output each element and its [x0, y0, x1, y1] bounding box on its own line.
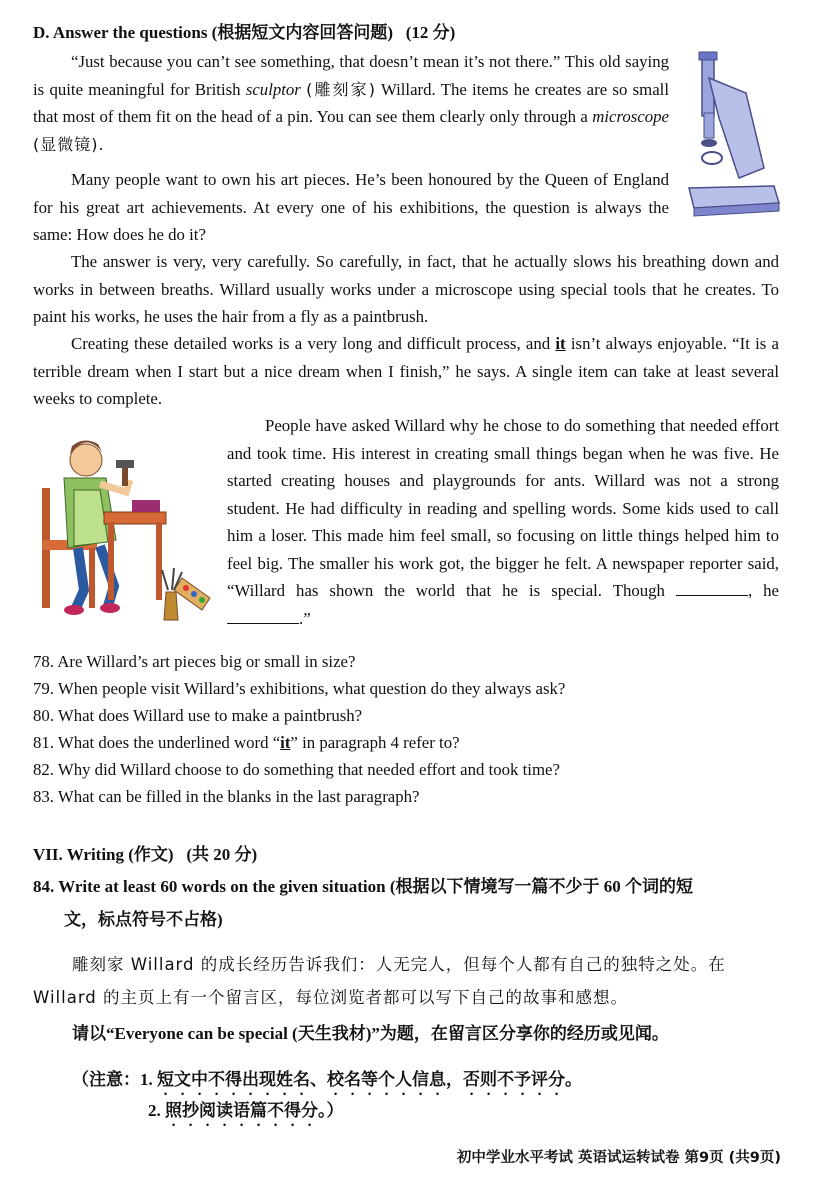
- question-81: 81. What does the underlined word “it” in paragraph 4 refer to?: [33, 733, 460, 752]
- question-82: 82. Why did Willard choose to do something that needed effort and took time?: [33, 760, 560, 779]
- question-80: 80. What does Willard use to make a paintbrush?: [33, 706, 363, 725]
- paragraph-3: The answer is very, very carefully. So carefully, in fact, that he actually slows his breathing down and works in between breaths. Willard usually works under a microscope using special tools that he creates. To paint his works, he uses the hair from a fly as a paintbrush.: [33, 252, 779, 326]
- question-79: 79. When people visit Willard’s exhibitions, what question do they always ask?: [33, 679, 566, 698]
- writing-instruction: 请以“Everyone can be special (天生我材)”为题，在留言区分享你的经历或见闻。: [72, 1024, 669, 1043]
- writing-task-cont: 文，标点符号不占格): [64, 910, 223, 929]
- paragraph-4: Creating these detailed works is a very long and difficult process, and it isn’t always enjoyable. “It is a terrible dream when I start but a nice dream when I finish,” he says. A single item can take at least several weeks to complete.: [33, 334, 779, 408]
- blank-1: [676, 581, 748, 596]
- question-83: 83. What can be filled in the blanks in the last paragraph?: [33, 787, 420, 806]
- page-footer: 初中学业水平考试 英语试运转试卷 第9页 (共9页): [456, 1150, 781, 1166]
- paragraph-1: “Just because you can’t see something, that doesn’t mean it’s not there.” This old saying is quite meaningful for British sculptor (雕刻家) Willard. The items he creates are so small that most of them fit on the head of a pin. You can see them clearly only through a microscope (显微镜).: [33, 52, 669, 154]
- situation-line-1: 雕刻家 Willard 的成长经历告诉我们：人无完人，但每个人都有自己的独特之处。在: [72, 955, 726, 974]
- writing-task: 84. Write at least 60 words on the given situation (根据以下情境写一篇不少于 60 个词的短: [33, 877, 694, 896]
- blank-2: [227, 609, 299, 624]
- microscope-illustration: [684, 48, 784, 218]
- writing-heading: VII. Writing (作文) (共 20 分): [33, 845, 258, 864]
- underlined-word-it: it: [555, 334, 566, 353]
- note-1: （注意：1. 短文中不得出现姓名、校名等个人信息，否则不予评分。: [72, 1070, 582, 1089]
- situation-line-2: Willard 的主页上有一个留言区，每位浏览者都可以写下自己的故事和感想。: [33, 988, 629, 1007]
- section-d-heading: D. Answer the questions (根据短文内容回答问题) (12 分): [33, 23, 456, 42]
- craftsman-illustration: [34, 430, 214, 626]
- question-78: 78. Are Willard’s art pieces big or small in size?: [33, 652, 356, 671]
- note-2: 2. 照抄阅读语篇不得分。）: [148, 1101, 344, 1120]
- paragraph-5: People have asked Willard why he chose to do something that needed effort and took time. His interest in creating small things began when he was five. He started creating houses and playgrounds for ants. Willard was not a strong student. He had difficulty in reading and spelling words. Some kids used to call him a loser. This made him feel small, so focusing on little things helped him to feel big. The smaller his work got, the bigger he felt. A newspaper reporter said, “Willard has shown the world that he is special. Though , he .”: [227, 416, 780, 628]
- paragraph-2: Many people want to own his art pieces. He’s been honoured by the Queen of England for his great art achievements. At every one of his exhibitions, the question is always the same: How does he do it?: [33, 170, 669, 244]
